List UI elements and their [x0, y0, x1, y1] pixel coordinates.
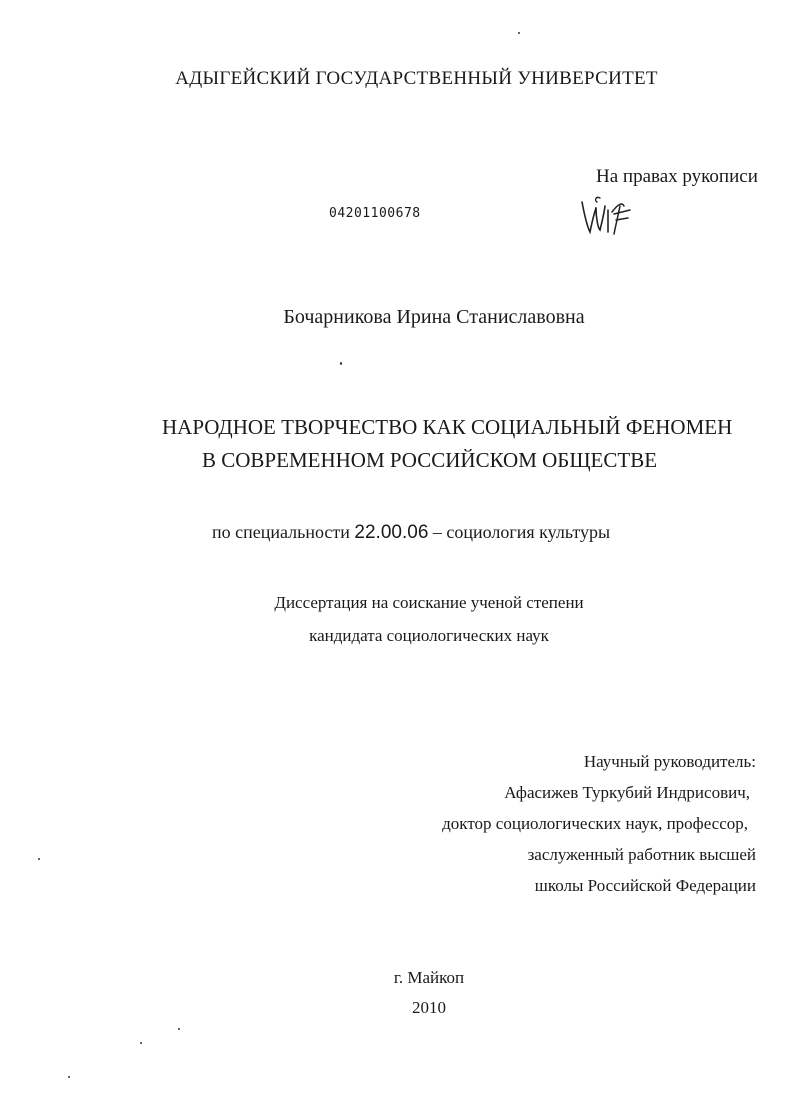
year: 2010 — [412, 998, 446, 1017]
dissertation-title — [162, 411, 732, 477]
specialty-code: 22.00.06 — [354, 522, 429, 543]
supervisor-honor-1: заслуженный работник высшей — [527, 845, 756, 864]
supervisor-degree: доктор социологических наук, профессор, — [442, 814, 748, 833]
city: г. Майкоп — [393, 968, 465, 987]
supervisor-honor-2: школы Российской Федерации — [534, 876, 756, 895]
handwritten-signature — [578, 192, 634, 238]
supervisor-name: Афасижев Туркубий Индрисович, — [504, 783, 750, 802]
rights-note: На правах рукописи — [596, 166, 758, 187]
degree-line-2: кандидата социологических наук — [309, 626, 549, 645]
footer — [0, 963, 798, 1023]
specialty-prefix: по специальности — [212, 522, 355, 542]
author-name: Бочарникова Ирина Станиславовна — [283, 306, 585, 328]
scan-speck — [340, 362, 342, 365]
catalog-code: 04201100678 — [329, 206, 421, 221]
degree-line-1: Диссертация на соискание ученой степени — [274, 593, 584, 612]
specialty-suffix: – социология культуры — [428, 522, 611, 542]
scan-speck — [178, 1028, 180, 1030]
scan-speck — [140, 1042, 142, 1044]
scan-speck — [38, 858, 40, 860]
dissertation-degree — [0, 586, 798, 652]
scan-speck — [68, 1076, 70, 1078]
title-line-1: НАРОДНОЕ ТВОРЧЕСТВО КАК СОЦИАЛЬНЫЙ ФЕНОМЕН — [162, 415, 733, 439]
university-name: АДЫГЕЙСКИЙ ГОСУДАРСТВЕННЫЙ УНИВЕРСИТЕТ — [175, 68, 658, 89]
supervisor-label: Научный руководитель: — [583, 752, 756, 771]
title-line-2: В СОВРЕМЕННОМ РОССИЙСКОМ ОБЩЕСТВЕ — [202, 448, 658, 472]
supervisor-block — [442, 746, 756, 901]
scan-speck — [518, 32, 520, 34]
specialty-line — [212, 522, 610, 544]
